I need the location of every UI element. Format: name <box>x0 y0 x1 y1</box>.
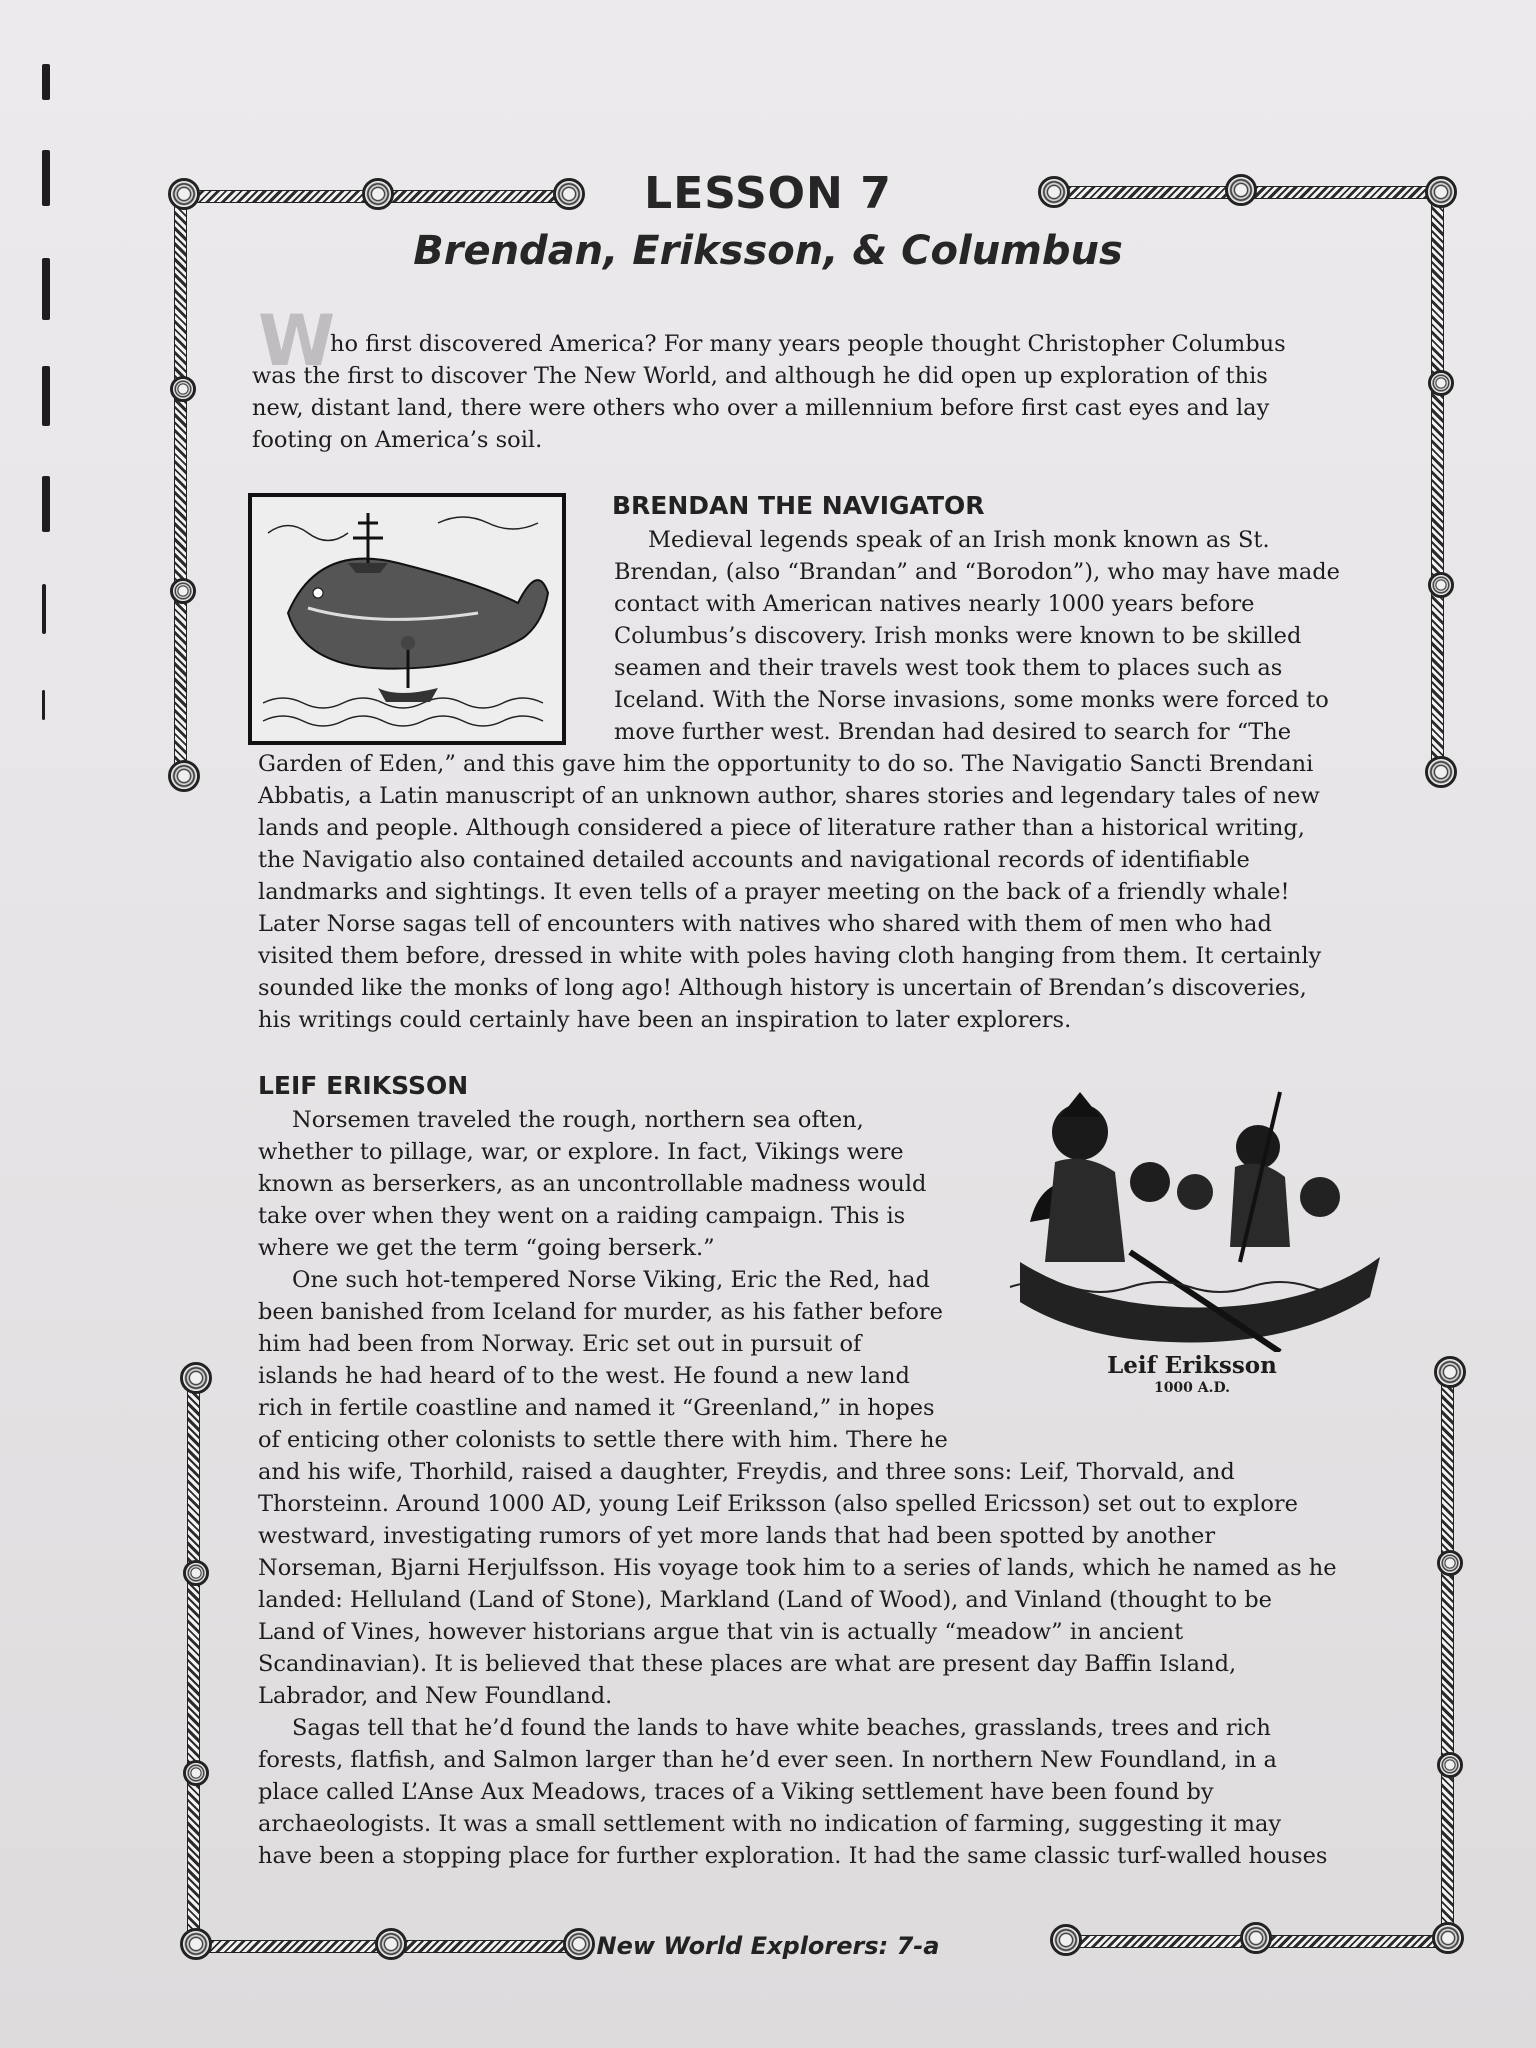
leif-line: him had been from Norway. Eric set out in pursuit of <box>258 1331 862 1357</box>
leif-line: known as berserkers, as an uncontrollable madness would <box>258 1171 927 1197</box>
section-heading-brendan: BRENDAN THE NAVIGATOR <box>612 491 985 520</box>
brendan-line: Medieval legends speak of an Irish monk known as St. <box>648 527 1270 553</box>
leif-line: Thorsteinn. Around 1000 AD, young Leif Eriksson (also spelled Ericsson) set out to explore <box>258 1491 1298 1517</box>
leif-line: One such hot-tempered Norse Viking, Eric the Red, had <box>292 1267 930 1293</box>
intro-line: ho first discovered America? For many years people thought Christopher Columbus <box>330 331 1286 357</box>
brendan-line: his writings could certainly have been an inspiration to later explorers. <box>258 1007 1072 1033</box>
leif-line: rich in fertile coastline and named it “Greenland,” in hopes <box>258 1395 935 1421</box>
leif-line: and his wife, Thorhild, raised a daughter, Freydis, and three sons: Leif, Thorvald, and <box>258 1459 1235 1485</box>
leif-line: where we get the term “going berserk.” <box>258 1235 715 1261</box>
brendan-line: the Navigatio also contained detailed accounts and navigational records of identifiable <box>258 847 1250 873</box>
leif-line: of enticing other colonists to settle there with him. There he <box>258 1427 948 1453</box>
intro-paragraph <box>252 328 1286 456</box>
leif-caption-date: 1000 A.D. <box>1153 1380 1231 1396</box>
leif-line: Norseman, Bjarni Herjulfsson. His voyage took him to a series of lands, which he named as he <box>258 1555 1337 1581</box>
brendan-line: Brendan, (also “Brandan” and “Borodon”), who may have made <box>614 559 1340 585</box>
binding-mark <box>42 690 45 720</box>
brendan-paragraph <box>252 524 1340 1036</box>
leif-line: islands he had heard of to the west. He found a new land <box>258 1363 910 1389</box>
intro-line: was the first to discover The New World, and although he did open up exploration of this <box>252 363 1268 389</box>
leif-line: Sagas tell that he’d found the lands to have white beaches, grasslands, trees and rich <box>292 1715 1271 1741</box>
binding-mark <box>42 366 50 426</box>
leif-line: archaeologists. It was a small settlement with no indication of farming, suggesting it may <box>258 1811 1282 1837</box>
leif-line: Labrador, and New Foundland. <box>258 1683 613 1709</box>
leif-line: forests, flatfish, and Salmon larger than he’d ever seen. In northern New Foundland, in a <box>258 1747 1277 1773</box>
leif-line: Norsemen traveled the rough, northern sea often, <box>292 1107 864 1133</box>
leif-line: landed: Helluland (Land of Stone), Markland (Land of Wood), and Vinland (thought to be <box>258 1587 1272 1613</box>
brendan-line: lands and people. Although considered a piece of literature rather than a historical writing, <box>258 815 1305 841</box>
page-footer: New World Explorers: 7-a <box>596 1932 940 1960</box>
lesson-title: LESSON 7 <box>644 168 892 219</box>
leif-line: have been a stopping place for further exploration. It had the same classic turf-walled houses <box>258 1843 1328 1869</box>
intro-line: footing on America’s soil. <box>252 427 543 453</box>
brendan-line: Later Norse sagas tell of encounters with natives who shared with them of men who had <box>258 911 1272 937</box>
brendan-line: Iceland. With the Norse invasions, some monks were forced to <box>614 687 1329 713</box>
drop-cap-letter: W <box>258 300 336 382</box>
intro-line: new, distant land, there were others who over a millennium before first cast eyes and lay <box>252 395 1270 421</box>
brendan-line: visited them before, dressed in white with poles having cloth hanging from them. It certainly <box>258 943 1322 969</box>
binding-mark <box>42 584 46 634</box>
section-heading-leif: LEIF ERIKSSON <box>258 1071 469 1100</box>
leif-line: take over when they went on a raiding campaign. This is <box>258 1203 906 1229</box>
leif-caption-name: Leif Eriksson <box>1107 1352 1277 1379</box>
brendan-line: contact with American natives nearly 1000 years before <box>614 591 1255 617</box>
leif-line: westward, investigating rumors of yet more lands that had been spotted by another <box>258 1523 1216 1549</box>
brendan-line: Abbatis, a Latin manuscript of an unknown author, shares stories and legendary tales of new <box>258 783 1320 809</box>
leif-line: whether to pillage, war, or explore. In fact, Vikings were <box>258 1139 904 1165</box>
lesson-subtitle: Brendan, Eriksson, & Columbus <box>413 228 1123 274</box>
binding-mark <box>42 64 50 100</box>
brendan-line: Columbus’s discovery. Irish monks were known to be skilled <box>614 623 1302 649</box>
leif-line: Scandinavian). It is believed that these places are what are present day Baffin Island, <box>258 1651 1237 1677</box>
leif-paragraph <box>258 1104 1337 1872</box>
brendan-line: seamen and their travels west took them to places such as <box>614 655 1283 681</box>
brendan-line: landmarks and sightings. It even tells of a prayer meeting on the back of a friendly whale! <box>258 879 1290 905</box>
brendan-line: move further west. Brendan had desired to search for “The <box>614 719 1292 745</box>
brendan-line: sounded like the monks of long ago! Although history is uncertain of Brendan’s discoveries, <box>258 975 1307 1001</box>
leif-line: Land of Vines, however historians argue that vin is actually “meadow” in ancient <box>258 1619 1184 1645</box>
leif-line: place called L’Anse Aux Meadows, traces of a Viking settlement have been found by <box>258 1779 1214 1805</box>
leif-line: been banished from Iceland for murder, as his father before <box>258 1299 943 1325</box>
brendan-line: Garden of Eden,” and this gave him the opportunity to do so. The Navigatio Sancti Brendani <box>258 751 1314 777</box>
binding-mark <box>42 476 50 532</box>
